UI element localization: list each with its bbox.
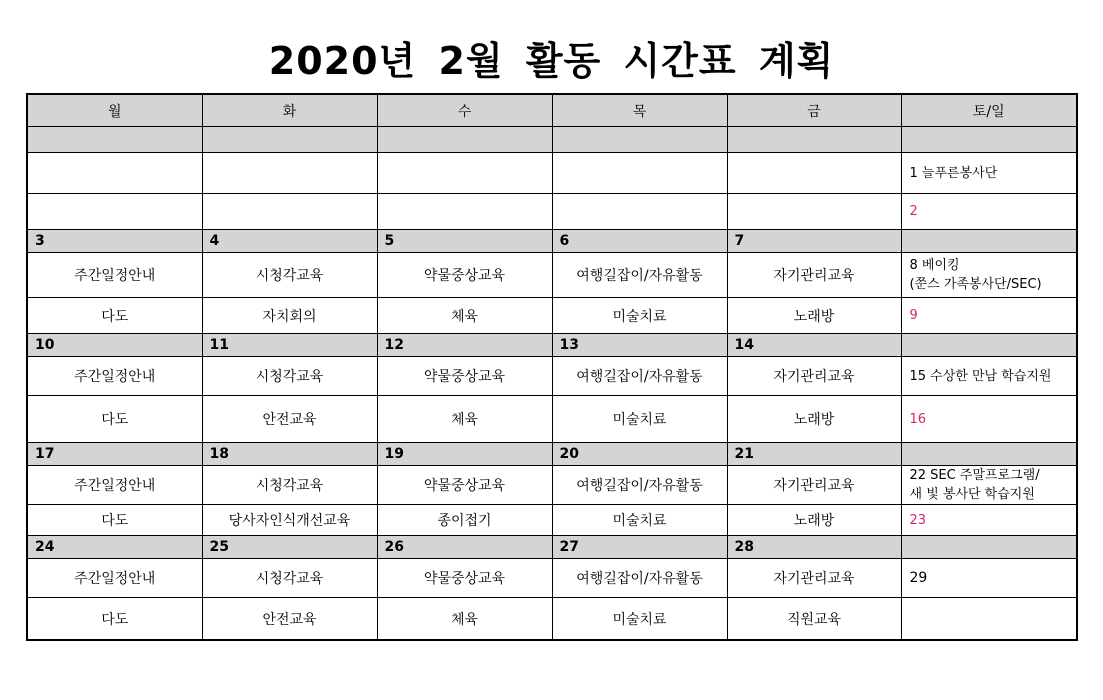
week3-row1 <box>27 466 1077 505</box>
header-wed: 수 <box>377 94 552 127</box>
week1-row2 <box>27 298 1077 334</box>
date-cell: 26 <box>377 536 552 559</box>
date-cell: 14 <box>727 334 901 357</box>
date-cell: 7 <box>727 230 901 253</box>
date-cell: 19 <box>377 443 552 466</box>
activity-cell: 여행길잡이/자유활동 <box>552 559 727 598</box>
saturday-cell: 1 늘푸른봉사단 <box>901 153 1077 194</box>
date-cell: 10 <box>27 334 202 357</box>
week0-row1 <box>27 153 1077 194</box>
date-cell: 17 <box>27 443 202 466</box>
saturday-line: 새 빛 봉사단 학습지원 <box>909 487 1035 502</box>
date-cell: 5 <box>377 230 552 253</box>
activity-cell: 주간일정안내 <box>27 466 202 505</box>
schedule-table <box>26 93 1078 641</box>
week4-row1 <box>27 559 1077 598</box>
activity-cell: 주간일정안내 <box>27 357 202 396</box>
activity-cell: 다도 <box>27 505 202 536</box>
header-tue: 화 <box>202 94 377 127</box>
activity-cell: 약물중상교육 <box>377 466 552 505</box>
empty-cell <box>901 127 1077 153</box>
saturday-cell <box>901 253 1077 298</box>
saturday-line: (쭌스 가족봉사단/SEC) <box>909 277 1042 292</box>
activity-cell: 안전교육 <box>202 396 377 443</box>
empty-cell <box>901 598 1077 641</box>
activity-cell: 미술치료 <box>552 598 727 641</box>
activity-cell: 시청각교육 <box>202 253 377 298</box>
week2-row1 <box>27 357 1077 396</box>
activity-cell: 미술치료 <box>552 505 727 536</box>
sunday-cell: 23 <box>901 505 1077 536</box>
header-row <box>27 94 1077 127</box>
activity-cell: 노래방 <box>727 505 901 536</box>
activity-cell: 여행길잡이/자유활동 <box>552 357 727 396</box>
activity-cell: 노래방 <box>727 298 901 334</box>
date-cell: 6 <box>552 230 727 253</box>
activity-cell: 다도 <box>27 298 202 334</box>
activity-cell: 다도 <box>27 396 202 443</box>
empty-cell <box>27 194 202 230</box>
week1-date-row <box>27 230 1077 253</box>
activity-cell: 자기관리교육 <box>727 357 901 396</box>
date-cell: 27 <box>552 536 727 559</box>
empty-cell <box>901 230 1077 253</box>
activity-cell: 종이접기 <box>377 505 552 536</box>
saturday-cell: 15 수상한 만남 학습지원 <box>901 357 1077 396</box>
date-cell: 24 <box>27 536 202 559</box>
empty-cell <box>901 443 1077 466</box>
activity-cell: 직원교육 <box>727 598 901 641</box>
page-title: 2020년 2월 활동 시간표 계획 <box>268 39 835 83</box>
activity-cell: 시청각교육 <box>202 559 377 598</box>
activity-cell: 약물중상교육 <box>377 357 552 396</box>
activity-cell: 여행길잡이/자유활동 <box>552 253 727 298</box>
empty-cell <box>202 194 377 230</box>
empty-cell <box>377 153 552 194</box>
sunday-cell: 2 <box>901 194 1077 230</box>
week1-row1 <box>27 253 1077 298</box>
activity-cell: 시청각교육 <box>202 466 377 505</box>
week2-row2 <box>27 396 1077 443</box>
saturday-cell <box>901 466 1077 505</box>
empty-cell <box>377 194 552 230</box>
empty-cell <box>202 153 377 194</box>
week3-date-row <box>27 443 1077 466</box>
date-cell: 11 <box>202 334 377 357</box>
date-cell: 13 <box>552 334 727 357</box>
activity-cell: 시청각교육 <box>202 357 377 396</box>
activity-cell: 자치회의 <box>202 298 377 334</box>
date-cell: 21 <box>727 443 901 466</box>
empty-cell <box>727 194 901 230</box>
date-cell: 4 <box>202 230 377 253</box>
activity-cell: 체육 <box>377 298 552 334</box>
week2-date-row <box>27 334 1077 357</box>
saturday-cell: 29 <box>901 559 1077 598</box>
activity-cell: 약물중상교육 <box>377 253 552 298</box>
empty-cell <box>552 153 727 194</box>
saturday-line: 8 베이킹 <box>909 258 960 273</box>
empty-cell <box>27 127 202 153</box>
week4-date-row <box>27 536 1077 559</box>
activity-cell: 자기관리교육 <box>727 253 901 298</box>
activity-cell: 자기관리교육 <box>727 559 901 598</box>
week3-row2 <box>27 505 1077 536</box>
saturday-line: 22 SEC 주말프로그램/ <box>909 468 1040 483</box>
activity-cell: 약물중상교육 <box>377 559 552 598</box>
header-fri: 금 <box>727 94 901 127</box>
activity-cell: 노래방 <box>727 396 901 443</box>
empty-cell <box>901 334 1077 357</box>
activity-cell: 주간일정안내 <box>27 559 202 598</box>
date-cell: 28 <box>727 536 901 559</box>
date-cell: 18 <box>202 443 377 466</box>
date-cell: 20 <box>552 443 727 466</box>
activity-cell: 당사자인식개선교육 <box>202 505 377 536</box>
activity-cell: 체육 <box>377 396 552 443</box>
date-cell: 12 <box>377 334 552 357</box>
date-cell: 3 <box>27 230 202 253</box>
empty-cell <box>901 536 1077 559</box>
week0-row2 <box>27 194 1077 230</box>
activity-cell: 체육 <box>377 598 552 641</box>
activity-cell: 미술치료 <box>552 396 727 443</box>
empty-cell <box>727 153 901 194</box>
activity-cell: 안전교육 <box>202 598 377 641</box>
empty-cell <box>552 127 727 153</box>
sunday-cell: 9 <box>901 298 1077 334</box>
sunday-cell: 16 <box>901 396 1077 443</box>
header-mon: 월 <box>27 94 202 127</box>
empty-cell <box>202 127 377 153</box>
activity-cell: 자기관리교육 <box>727 466 901 505</box>
header-thu: 목 <box>552 94 727 127</box>
activity-cell: 미술치료 <box>552 298 727 334</box>
empty-cell <box>27 153 202 194</box>
empty-cell <box>377 127 552 153</box>
activity-cell: 다도 <box>27 598 202 641</box>
empty-cell <box>727 127 901 153</box>
activity-cell: 여행길잡이/자유활동 <box>552 466 727 505</box>
header-weekend: 토/일 <box>901 94 1077 127</box>
week4-row2 <box>27 598 1077 641</box>
week0-date-row <box>27 127 1077 153</box>
date-cell: 25 <box>202 536 377 559</box>
empty-cell <box>552 194 727 230</box>
activity-cell: 주간일정안내 <box>27 253 202 298</box>
